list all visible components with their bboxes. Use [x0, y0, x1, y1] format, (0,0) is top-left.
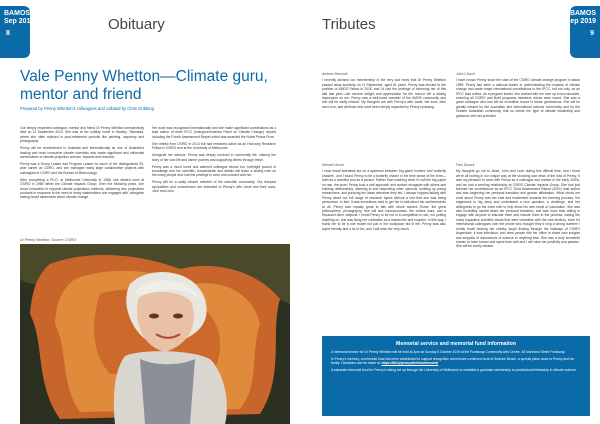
brand-name: BAMOS	[4, 10, 31, 17]
tribute-author: Michael Grose	[322, 163, 344, 167]
notice-fund-text: In Penny’s memory, a memorial fund has been established to support recognition and ensure continued work at Science Beach, a special place close to Penny and her family. Donations can be made at:	[331, 356, 575, 366]
paragraph: Alongside her science, Penny was deeply involved in community life, sharing the story of her own life and career journey and supporting others through these.	[152, 153, 276, 162]
section-heading: Obituary	[108, 16, 165, 33]
paragraph: Penny was a Group Leader and Program Leader for much of her distinguished 25-year career at CSIRO, and she managed many large collaborative projects with colleagues in CSIRO and the Bureau of Meteorology.	[20, 162, 144, 175]
notice-paragraph: A separate memorial fund for Penny is being set up through the University of Melbourne to establish a graduate scholarship or postdoctoral fellowship in climate science.	[331, 367, 577, 372]
paragraph: Penny will be a sadly missed member of the scientific community. Our deepest sympathies and condolences are extended to Penny’s wife Janet and their sons, John and Leon.	[152, 180, 276, 194]
tribute-john-church	[456, 72, 580, 121]
article-byline: Prepared by Penny Whetton’s colleagues and collated by Chris Gribbing	[20, 106, 154, 111]
tribute-text: I recently advised our membership of the very sad news that Dr Penny Whetton passed away suddenly on 11 September, aged 61 years. Penny was elected to the position of AMOS Fellow in 2018, and I’d had the privilege of informing her of this late last year—her sincere delight and appreciation for the honour left a lasting impression on me. Penny was a well-loved member of the AMOS community and she will be sadly missed. My thoughts are with Penny’s wife Janet, the sons John and Leon, and all those who have been deeply impacted by Penny’s passing.	[322, 78, 446, 109]
portrait-photo	[20, 244, 290, 424]
tribute-paul-durack	[456, 163, 580, 251]
tribute-text: My thoughts go out to Janet, John and Leon during this difficult time, and I know we’re all hurting in our unique way at the shocking sad news of the loss of Penny. It was my pleasure to work with Penny as a colleague and mentor in the early 2000s, and we had a working relationship at CSIRO Climate Impacts Group. She had just finished her contributions as an IPCC Third Assessment Report (2001) lead author and was beginning her personal transition and gender affirmation. What struck me most about Penny was her zeal and excitement towards the learning process, her eagerness to dig deep and understand a new question, a challenge, and her willingness to go the extra mile to help show his new result or calculation. She was also incredibly candid about her personal transition, and was more than willing to engage with anyone to educate them and include them in the process, easing the many inquisitive scientific minds that were unfamiliar with the new territory, even for international colleagues over the phone who thought they’d rung a wrong number! I vividly recall hearing her cheeky laugh flowing through the hallways of CSIRO Aspendale, it was infectious, and drew people into her office to share new insights and snippets of discussions of science or anything else. She was a truly wonderful human to have known and spent time with and I will miss her positivity and passion. She will be sorely missed.	[456, 169, 580, 249]
notice-title: Memorial service and memorial fund information	[396, 341, 516, 347]
page-tab-left	[0, 6, 35, 58]
notice-paragraph: A memorial service for Dr Penny Whetton will be held at 2pm on Sunday 6 October 2019 at the Footscray Community Arts Centre, 45 Moreland Street Footscray.	[331, 350, 566, 354]
tribute-michael-grose	[322, 163, 446, 234]
paragraph: Penny will be remembered in Australia and internationally as one of Australia’s leading and most innovative climate scientists who made significant and influential contributions to climate projection science, impacts and research.	[20, 146, 144, 160]
paragraph: Our deeply respected colleague, mentor and friend Dr Penny Whetton unexpectedly died on 11 September 2019. She was at her holiday home in Stanley, Tasmania, where she often rejoiced in post-retirement pursuits like painting, carpentry and photography.	[20, 126, 144, 144]
page-number: 9	[590, 30, 594, 37]
memorial-fund-link[interactable]: https://bit.ly/pennywhettonmemorial	[381, 361, 439, 366]
tribute-author: Andrew Marshall	[322, 72, 348, 76]
tribute-author: Paul Durack	[456, 163, 475, 167]
paragraph: Penny was a much loved and admired colleague whose fun, forthright pursuit of knowledge and her scientific, humanitarian and artistic will leave a lasting note on the many people who had the privilege to work and connect with her.	[152, 164, 276, 178]
right-page	[300, 0, 600, 424]
issue-date: Sep 2019	[565, 18, 596, 25]
tribute-author: John Church	[456, 72, 476, 76]
article-title: Vale Penny Whetton—Climate guru, mentor and friend	[20, 68, 268, 103]
issue-date: Sep 2019	[4, 18, 35, 25]
page-tab-right	[565, 6, 600, 58]
photo-caption: Dr Penny Whetton. Source: CSIRO	[20, 238, 77, 242]
tribute-andrew-marshall	[322, 72, 446, 112]
notice-paragraph	[331, 357, 581, 366]
memorial-notice-box	[322, 336, 590, 416]
paragraph: After completing a Ph.D. at Melbourne University in 1986, she started work at CSIRO in 1989 within the Climate Impacts Group. Over the following years, she drove innovation in regional climate projections methods, delivering new projections products in response to the need of many stakeholders she engaged with, alongside raising broad awareness about climate change.	[20, 177, 144, 200]
article-column-2	[152, 126, 276, 196]
portrait-illustration	[20, 244, 290, 424]
tab-brand	[566, 10, 596, 26]
tribute-text: I have known Penny since the start of the CSIRO climate change program in about 1989. Penny has been a national leader in understanding the impacts of climate change and made major international contributions to the IPCC, but not only, as an IPCC lead author. As a program leader, she worked with me over up to two decades, ensuring all CSIRO and BoM programs members voices were heard. She was a great colleague who has left an incredible record in future generations. She will be greatly missed by the Australian and international science community and by the Greater Australian community that so needs the type of climate leadership and guidance she has provided.	[456, 78, 580, 118]
section-heading: Tributes	[322, 16, 376, 33]
tribute-text: I once heard scientists are on a spectrum between ‘big game hunters’ and ‘butterfly chasers’, and I found Penny to be a butterfly chaser in the best sense of the term—both as a scientist and as a person. Rather than catching what I’d call the big paper on rain, the prize, Penny took a soft approach and worked alongside with others and building relationships, listening to and respecting other opinions, building up young researchers, and pursuing the ideas wherever they led. I always enjoyed talking with Penny about our full range of research topics without a hint that she was being persuasive. In fact, it was sometimes hard to get her to talk about her achievements at all. Penny was equally great to talk with about ancient Rome, the great philosophers, photography, free will and consciousness, the culture wars, and a thousand other subjects. I found Penny to be not in a competition to win, nor putting anything on, she was living her curiosities as a researcher and enquirer. In this way, I found her to be a role model not just in the workplace but in life. Penny was also super friendly and a lot of fun, and I will miss her very much.	[322, 169, 446, 231]
article-column-1	[20, 126, 144, 202]
page-number: 8	[6, 30, 10, 37]
paragraph: Her work was recognised internationally and she made significant contributions as a lead author of three IPCC (Intergovernmental Panel on Climate Change) reports including the Fourth Assessment Report which was awarded the Nobel Peace Prize.	[152, 126, 276, 139]
tab-brand	[4, 10, 34, 26]
paragraph: She retired from CSIRO in 2014 but had remained active as an Honorary Research Fellow in CSIRO and at the University of Melbourne.	[152, 141, 276, 151]
brand-name: BAMOS	[569, 10, 596, 17]
